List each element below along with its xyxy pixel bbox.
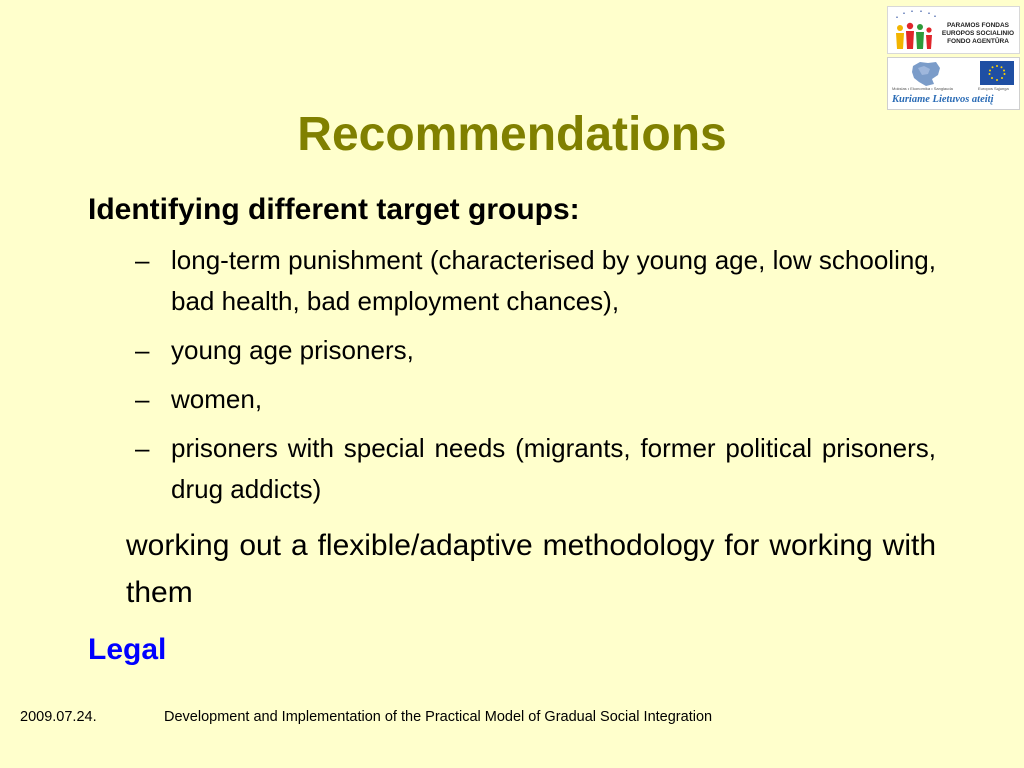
legal-heading: Legal [88,633,167,666]
list-item-text: young age prisoners, [171,335,414,365]
agency-name-line: EUROPOS SOCIALINIO [941,30,1015,37]
eu-flag-icon [980,61,1014,85]
footer-text: Development and Implementation of the Practical Model of Gradual Social Integration [164,709,713,725]
eu-caption: Europos Sąjunga [978,86,1009,91]
footer-date: 2009.07.24. [20,709,97,725]
list-item [135,330,936,371]
list-item-text: long-term punishment (characterised by young age, low schooling, bad health, bad employment chances), [171,245,936,316]
list-item-text: women, [171,384,263,414]
program-caption: Mokslas • Ekonomika • Sanglauda [892,86,953,91]
section-heading: Identifying different target groups: [88,193,580,226]
list-item [135,428,936,510]
slogan: Kuriame Lietuvos ateitį [892,94,994,105]
methodology-paragraph: working out a flexible/adaptive methodology for working with them [126,529,936,609]
lithuania-map-icon [910,60,942,88]
list-item [135,240,936,322]
list-item-text: prisoners with special needs (migrants, former political prisoners, drug addicts) [171,433,936,504]
esf-agency-logo [887,6,1020,54]
agency-name [938,22,1018,46]
dash-bullet: – [135,245,150,275]
agency-name-line: FONDO AGENTŪRA [947,38,1009,45]
target-group-list [135,240,936,518]
dash-bullet: – [135,335,150,365]
people-icon [890,8,938,54]
dash-bullet: – [135,384,150,414]
agency-name-line: PARAMOS FONDAS [947,22,1009,29]
slide-title: Recommendations [297,108,727,161]
list-item [135,379,936,420]
dash-bullet: – [135,433,150,463]
